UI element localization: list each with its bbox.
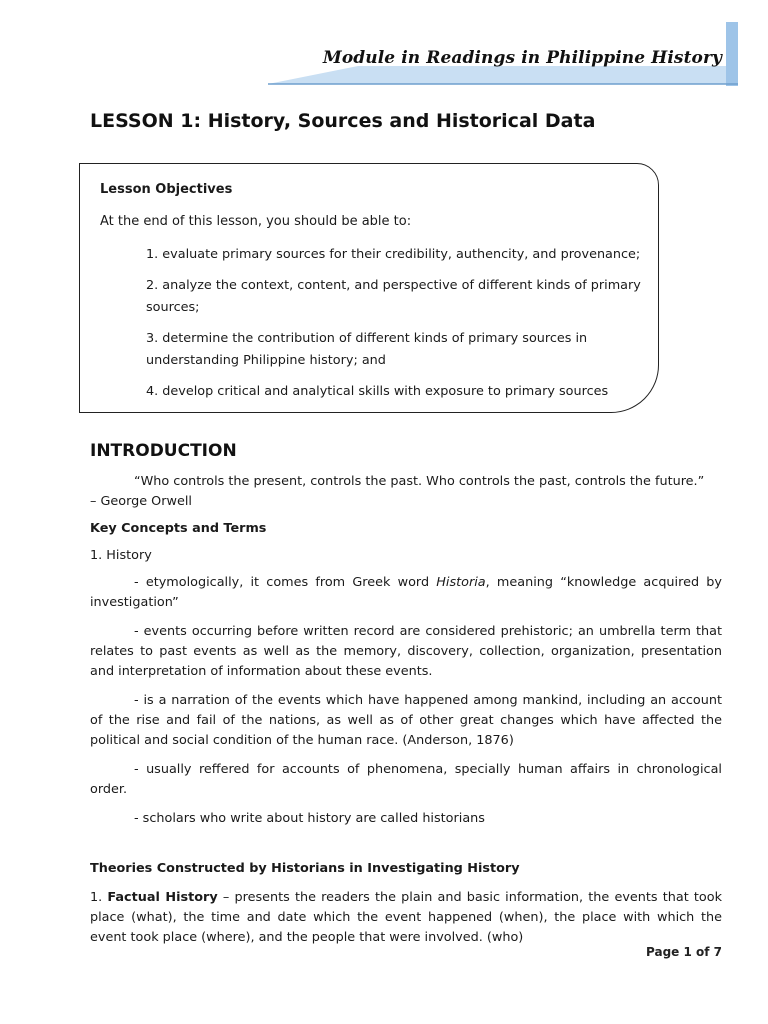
history-point: - is a narration of the events which have happened among mankind, including an account of the rise and fail of the nations, as well as of other great changes which have affected the political and social condition of the human race. (Anderson, 1876): [90, 693, 722, 748]
history-point: - usually reffered for accounts of phenomena, specially human affairs in chronological order.: [90, 762, 722, 797]
module-title: Module in Readings in Philippine History: [322, 48, 722, 68]
quote: “Who controls the present, controls the past. Who controls the past, controls the future.”: [134, 474, 705, 489]
objectives-list: [146, 244, 651, 412]
objectives-intro: At the end of this lesson, you should be able to:: [100, 214, 412, 229]
objective-item: 3. determine the contribution of different kinds of primary sources in understanding Philippine history; and: [146, 331, 588, 368]
introduction-content: [90, 472, 722, 948]
key-concepts-heading: Key Concepts and Terms: [90, 521, 267, 536]
page-number: Page 1 of 7: [646, 945, 722, 959]
history-point: - events occurring before written record are considered prehistoric; an umbrella term that relates to past events as well as the memory, discovery, collection, organization, presentation and interpretation of information about these events.: [90, 624, 722, 679]
factual-history-paragraph: [90, 888, 722, 948]
etymology-text-after: , meaning “knowledge acquired by investigation”: [90, 575, 722, 610]
objective-item: 1. evaluate primary sources for their credibility, authencity, and provenance;: [146, 247, 641, 262]
history-label: 1. History: [90, 548, 152, 563]
factual-history-text: – presents the readers the plain and basic information, the events that took place (what), the time and date which the event happened (when), the place with which the event took place (where), and the people that were involved. (who): [90, 890, 723, 945]
factual-history-term: Factual History: [107, 890, 218, 905]
theories-heading: Theories Constructed by Historians in Investigating History: [90, 861, 520, 876]
history-point: - scholars who write about history are called historians: [134, 811, 485, 826]
etymology-text-before: - etymologically, it comes from Greek word: [134, 575, 437, 590]
etymology-paragraph: [90, 573, 722, 613]
objective-item: 2. analyze the context, content, and perspective of different kinds of primary sources;: [146, 278, 641, 315]
factual-number: 1.: [90, 890, 108, 905]
objectives-heading: Lesson Objectives: [100, 182, 233, 197]
introduction-heading: INTRODUCTION: [90, 441, 237, 461]
header-banner: [268, 22, 740, 86]
etymology-word: Historia: [436, 575, 486, 590]
lesson-title: LESSON 1: History, Sources and Historical Data: [90, 110, 596, 132]
objective-item: 4. develop critical and analytical skills with exposure to primary sources: [146, 384, 609, 399]
quote-author: – George Orwell: [90, 494, 192, 509]
objectives-box: [79, 163, 659, 413]
